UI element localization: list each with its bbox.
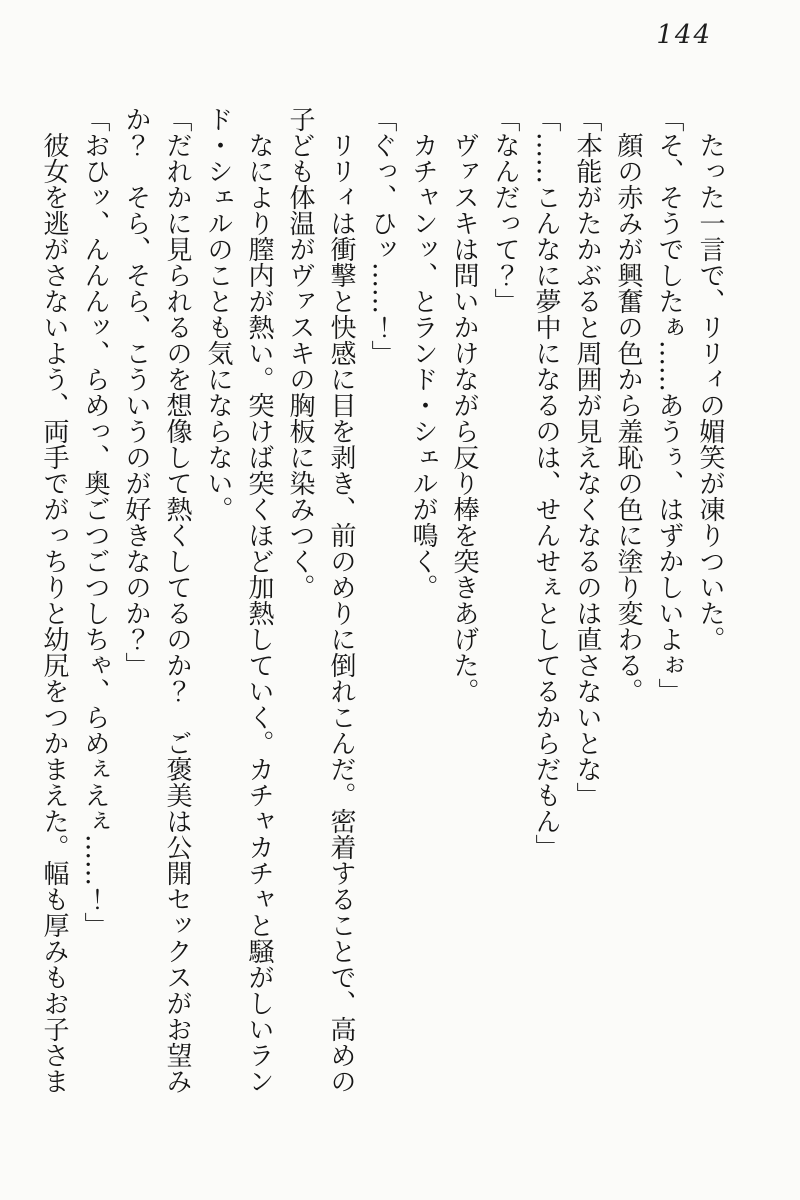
- text-column-9: 「ぐっ、ひッ……！」: [367, 106, 397, 366]
- text-column-10: リリィは衝撃と快感に目を剥き、前のめりに倒れこんだ。密着することで、高めの: [326, 106, 356, 1094]
- text-column-8: カチャンッ、とランド・シェルが鳴く。: [408, 106, 438, 600]
- text-column-16: 「おひッ、んんんッ、らめっ、奥ごつごつしちゃ、らめぇえぇ……！」: [80, 106, 110, 938]
- text-column-12: なにより膣内が熱い。突けば突くほど加熱していく。カチャカチャと騒がしいラン: [244, 106, 274, 1094]
- text-column-5: 「……こんなに夢中になるのは、せんせぇとしてるからだもん」: [531, 106, 561, 860]
- text-column-1: たった一言で、リリィの媚笑が凍りついた。: [695, 106, 725, 652]
- text-column-13: ド・シェルのことも気にならない。: [203, 106, 233, 522]
- text-column-2: 「そ、そうでしたぁ……あうぅ、はずかしいよぉ」: [654, 106, 684, 704]
- text-column-15: か？ そら、そら、こういうのが好きなのか？」: [121, 106, 151, 678]
- text-column-14: 「だれかに見られるのを想像して熱くしてるのか？ ご褒美は公開セックスがお望み: [162, 106, 192, 1094]
- text-column-11: 子ども体温がヴァスキの胸板に染みつく。: [285, 106, 315, 600]
- text-column-4: 「本能がたかぶると周囲が見えなくなるのは直さないとな」: [572, 106, 602, 808]
- page-number: 144: [656, 20, 712, 50]
- page-text: [30, 106, 730, 1126]
- text-column-7: ヴァスキは問いかけながら反り棒を突きあげた。: [449, 106, 479, 704]
- text-column-6: 「なんだって？」: [490, 106, 520, 314]
- text-column-17: 彼女を逃がさないよう、両手でがっちりと幼尻をつかまえた。幅も厚みもお子さま: [39, 106, 69, 1094]
- text-column-3: 顔の赤みが興奮の色から羞恥の色に塗り変わる。: [613, 106, 643, 704]
